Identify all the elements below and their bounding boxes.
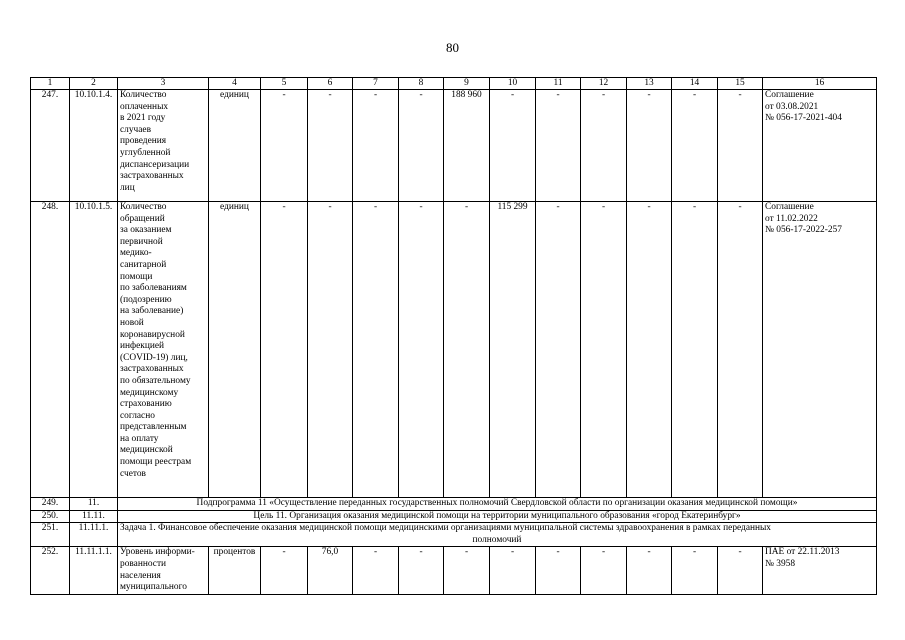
table-cell: 10.10.1.5.: [70, 202, 118, 498]
table-cell: 248.: [31, 202, 70, 498]
table-cell: -: [581, 202, 627, 498]
table-cell: Количество оплаченных в 2021 году случаев проведения углубленной диспансеризации застрахованных лиц: [118, 90, 209, 202]
table-cell: -: [353, 202, 399, 498]
table-cell: 10.10.1.4.: [70, 90, 118, 202]
table-cell: -: [672, 202, 718, 498]
table-cell: -: [261, 202, 308, 498]
table-cell: -: [672, 547, 718, 594]
table-cell: -: [627, 547, 672, 594]
table-cell: -: [444, 202, 490, 498]
column-header: 2: [70, 78, 118, 90]
table-row: [31, 498, 877, 511]
table-cell: процентов: [209, 547, 261, 594]
table-cell: -: [672, 90, 718, 202]
table-cell: -: [490, 90, 536, 202]
table-cell: -: [536, 90, 581, 202]
table-row: [31, 523, 877, 547]
row-number-cell: 249.: [31, 498, 70, 511]
table-row: [31, 90, 877, 202]
column-header: 16: [763, 78, 877, 90]
table-cell: -: [627, 90, 672, 202]
column-header: 3: [118, 78, 209, 90]
table-cell: -: [353, 90, 399, 202]
table-cell: -: [581, 547, 627, 594]
document-table: [30, 77, 877, 595]
table-cell: -: [536, 202, 581, 498]
table-cell: 247.: [31, 90, 70, 202]
table-row: [31, 202, 877, 498]
table-cell: 188 960: [444, 90, 490, 202]
table-cell: -: [261, 547, 308, 594]
column-header: 5: [261, 78, 308, 90]
subprogram-title: Подпрограмма 11 «Осуществление переданных государственных полномочий Свердловской области по организации оказания медицинской помощи»: [118, 498, 877, 511]
table-cell: -: [490, 547, 536, 594]
column-header: 9: [444, 78, 490, 90]
column-header: 10: [490, 78, 536, 90]
table-cell: 76,0: [308, 547, 353, 594]
row-code-cell: 11.: [70, 498, 118, 511]
task-title-continuation: полномочий: [472, 534, 522, 545]
table-cell: 11.11.1.1.: [70, 547, 118, 594]
task-title-line: Задача 1. Финансовое обеспечение оказания медицинской помощи медицинскими организациями муниципальной системы здравоохранения в рамках переданных: [120, 523, 771, 534]
table-cell: -: [261, 90, 308, 202]
row-number-cell: 251.: [31, 523, 70, 547]
table-cell: -: [353, 547, 399, 594]
page-number: 80: [446, 40, 459, 55]
column-header: 1: [31, 78, 70, 90]
table-cell: -: [444, 547, 490, 594]
row-code-cell: 11.11.: [70, 510, 118, 523]
table-cell: -: [581, 90, 627, 202]
table-cell: -: [718, 90, 763, 202]
column-header: 12: [581, 78, 627, 90]
column-header: 4: [209, 78, 261, 90]
table-cell: Уровень информи- рованности населения муниципального: [118, 547, 209, 594]
table-cell: -: [718, 202, 763, 498]
column-number-row: [31, 78, 877, 90]
table-cell: Соглашение от 11.02.2022 № 056-17-2022-257: [763, 202, 877, 498]
table-cell: -: [718, 547, 763, 594]
table-cell: 115 299: [490, 202, 536, 498]
task-title: [118, 523, 877, 547]
table-cell: ПАЕ от 22.11.2013 № 3958: [763, 547, 877, 594]
column-header: 8: [399, 78, 444, 90]
row-code-cell: 11.11.1.: [70, 523, 118, 547]
table-row: [31, 510, 877, 523]
column-header: 7: [353, 78, 399, 90]
column-header: 13: [627, 78, 672, 90]
table-cell: -: [399, 547, 444, 594]
table-cell: 252.: [31, 547, 70, 594]
table-cell: -: [308, 90, 353, 202]
row-number-cell: 250.: [31, 510, 70, 523]
column-header: 15: [718, 78, 763, 90]
table-cell: единиц: [209, 202, 261, 498]
table-cell: -: [399, 202, 444, 498]
table-cell: Количество обращений за оказанием первичной медико- санитарной помощи по заболеваниям (подозрению на заболевание) новой коронавирусной инфекцией (COVID-19) лиц, застрахованных по обязательному медицинскому страхованию согласно представленным на оплату медицинской помощи реестрам счетов: [118, 202, 209, 498]
column-header: 6: [308, 78, 353, 90]
goal-title: Цель 11. Организация оказания медицинской помощи на территории муниципального образования «город Екатеринбург»: [118, 510, 877, 523]
table-cell: -: [536, 547, 581, 594]
table-cell: -: [399, 90, 444, 202]
column-header: 11: [536, 78, 581, 90]
table-cell: -: [308, 202, 353, 498]
column-header: 14: [672, 78, 718, 90]
table-cell: Соглашение от 03.08.2021 № 056-17-2021-404: [763, 90, 877, 202]
table-cell: единиц: [209, 90, 261, 202]
table-cell: -: [627, 202, 672, 498]
table-row: [31, 547, 877, 594]
